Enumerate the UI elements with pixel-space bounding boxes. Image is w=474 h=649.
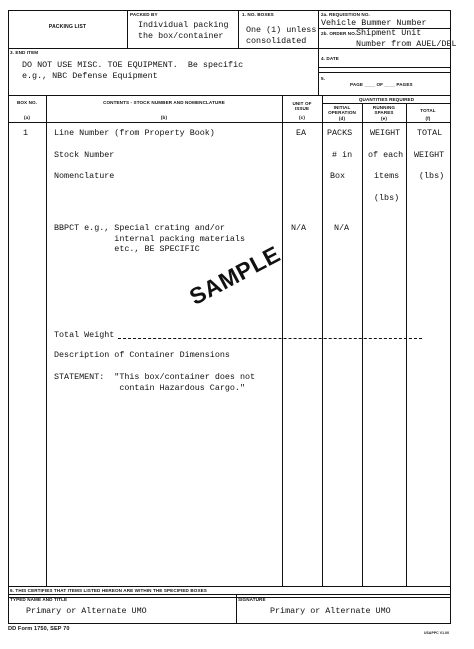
initial-number-in: # in — [332, 150, 353, 160]
rule-running-right — [406, 103, 407, 586]
rule-title-right — [127, 10, 128, 48]
rule-left-side — [8, 594, 9, 623]
form-title: PACKING LIST — [48, 24, 87, 30]
running-of-each: of each — [368, 150, 404, 160]
form-number: DD Form 1750, SEP 70 — [8, 626, 70, 632]
page-label: 5. — [321, 76, 326, 81]
total-weight-dashed-line — [118, 338, 422, 339]
line-number-text: Line Number (from Property Book) — [54, 128, 215, 138]
packed-by-value: Individual packing the box/container — [138, 20, 229, 41]
requisition-label: 2a. REQUISITION NO. — [321, 12, 370, 17]
rule-signature-bottom — [8, 623, 451, 624]
rule-packedby-right — [238, 10, 239, 48]
col-total-letter: (f) — [425, 116, 431, 121]
rule-certify-bottom — [8, 594, 451, 595]
col-contents: CONTENTS - STOCK NUMBER AND NOMENCLATURE — [103, 100, 225, 105]
col-initial-operation: INITIAL OPERATION — [328, 105, 356, 115]
col-running-letter: (e) — [381, 116, 387, 121]
rule-right-side — [450, 594, 451, 623]
running-weight: WEIGHT — [370, 128, 401, 138]
col-box-no-letter: (a) — [24, 115, 30, 120]
order-value: Shipment Unit Number from AUEL/DEL — [356, 28, 457, 49]
rule-date-top — [318, 67, 451, 68]
col-running-spares: RUNNING SPARES — [372, 105, 396, 115]
unit-ea: EA — [296, 128, 307, 138]
running-lbs: (lbs) — [374, 193, 400, 203]
total-weight-col: WEIGHT — [414, 150, 445, 160]
bbpct-text: BBPCT e.g., Special crating and/or internal packing materials etc., BE SPECIFIC — [54, 223, 245, 254]
container-dimensions-text: Description of Container Dimensions — [54, 350, 230, 360]
rule-column-header-bottom — [8, 122, 451, 123]
printer-code: USAPPC V1.00 — [424, 631, 450, 635]
end-item-label: 3. END ITEM — [10, 50, 39, 55]
box-number: 1 — [23, 128, 29, 138]
total-lbs: (lbs) — [419, 171, 445, 181]
page-of-pages: PAGE ____ OF ____ PAGES — [350, 82, 413, 87]
rule-typedname-right — [236, 594, 237, 623]
signature-label: SIGNATURE — [238, 597, 266, 602]
packed-by-label: PACKED BY — [130, 12, 158, 17]
no-boxes-value: One (1) unless consolidated — [246, 25, 317, 46]
initial-box: Box — [330, 171, 346, 181]
col-total: TOTAL — [420, 108, 436, 113]
rule-contents-right — [282, 95, 283, 586]
running-items: items — [374, 171, 400, 181]
signature-value: Primary or Alternate UMO — [270, 606, 391, 616]
col-contents-letter: (b) — [160, 115, 168, 120]
rule-boxno-right — [46, 95, 47, 586]
initial-packs: PACKS — [327, 128, 353, 138]
rule-page-top — [318, 72, 451, 73]
requisition-value: Vehicle Bummer Number — [321, 18, 427, 28]
nomenclature-text: Nomenclature — [54, 171, 115, 181]
rule-enditem-bottom — [8, 95, 451, 96]
typed-name-label: TYPED NAME AND TITLE — [10, 597, 68, 602]
rule-initial-right — [362, 103, 363, 586]
col-unit-letter: (c) — [299, 115, 305, 120]
col-quantities-required: QUANTITIES REQUIRED — [358, 97, 415, 102]
no-boxes-label: 1. NO. BOXES — [242, 12, 274, 17]
stock-number-text: Stock Number — [54, 150, 115, 160]
col-initial-letter: (d) — [338, 116, 346, 121]
hazardous-statement: STATEMENT: "This box/container does not contain Hazardous Cargo." — [54, 372, 256, 393]
total-weight-label: Total Weight — [54, 330, 115, 340]
total-total: TOTAL — [417, 128, 443, 138]
initial-na: N/A — [334, 223, 350, 233]
rule-boxes-right — [318, 10, 319, 95]
col-box-no: BOX NO. — [16, 100, 38, 105]
col-unit-of-issue: UNIT OF ISSUE — [292, 101, 312, 111]
order-label: 2b. ORDER NO. — [321, 31, 357, 36]
typed-name-value: Primary or Alternate UMO — [26, 606, 147, 616]
certify-statement: 6. THIS CERTIFIES THAT ITEMS LISTED HEREON ARE WITHIN THE SPECIFIED BOXES — [10, 588, 207, 593]
rule-unit-right — [322, 95, 323, 586]
rule-quantities-split — [322, 103, 451, 104]
sample-watermark: SAMPLE — [185, 240, 285, 310]
end-item-value: DO NOT USE MISC. TOE EQUIPMENT. Be specific e.g., NBC Defense Equipment — [22, 60, 244, 81]
date-label: 4. DATE — [321, 56, 339, 61]
rule-body-bottom — [8, 586, 451, 587]
unit-na: N/A — [291, 223, 307, 233]
